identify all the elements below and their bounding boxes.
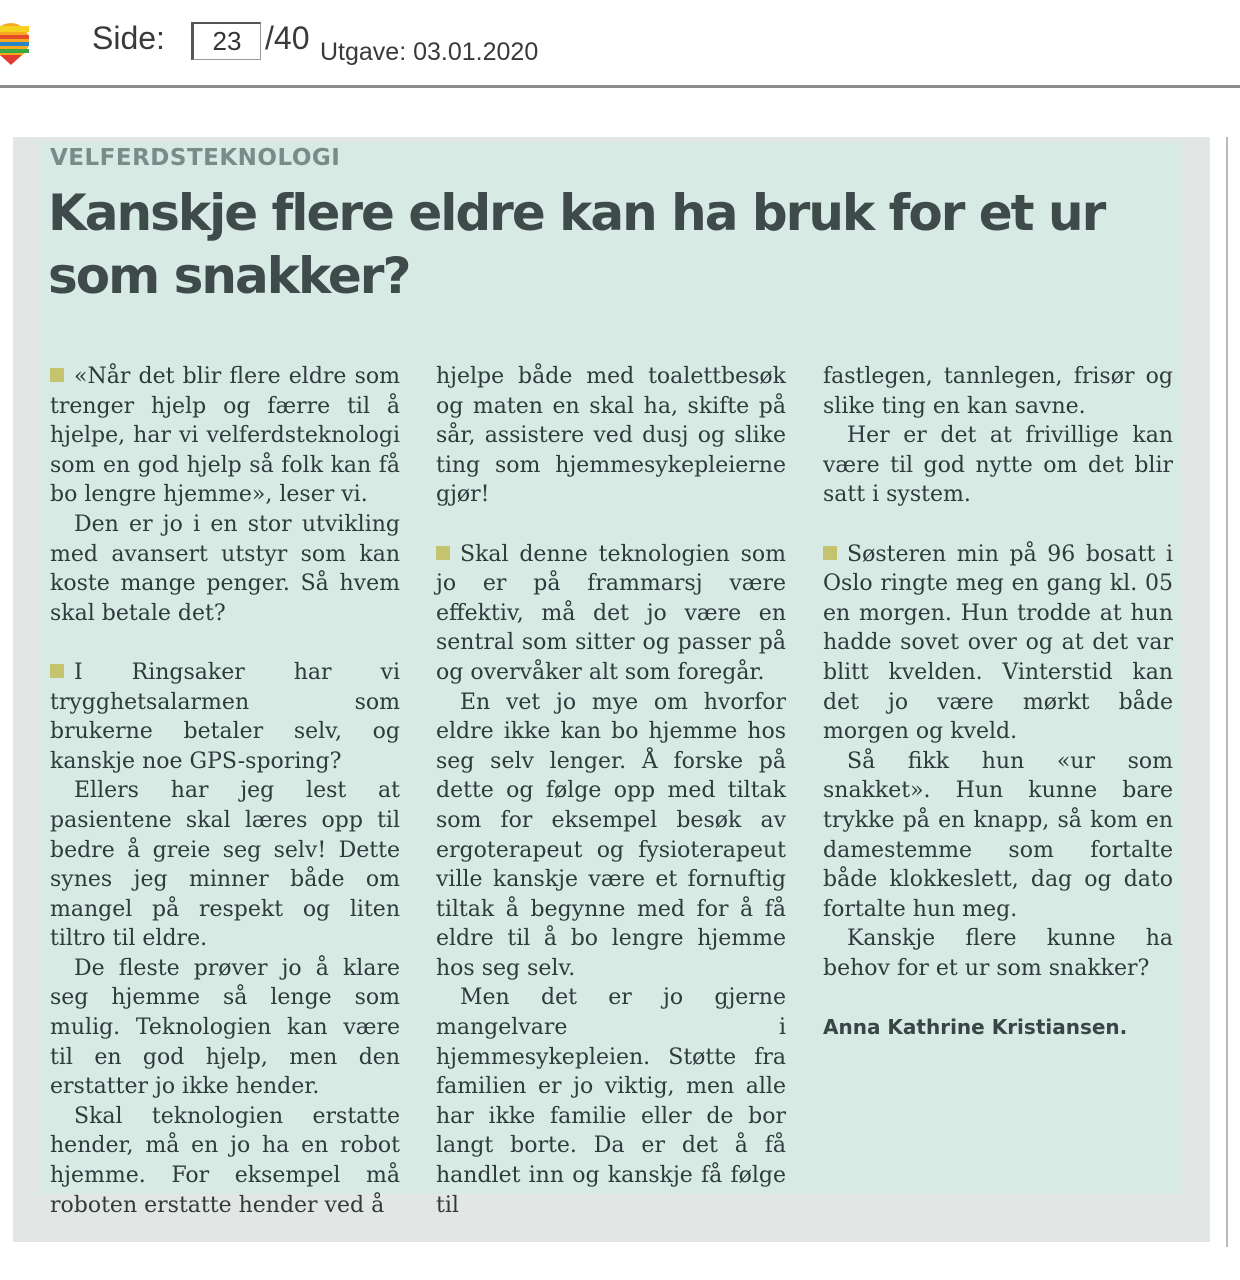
toolbar bbox=[0, 0, 1240, 88]
paragraph: fastlegen, tannlegen, frisør og slike ting en kan savne. bbox=[823, 364, 1173, 419]
article-kicker: VELFERDSTEKNOLOGI bbox=[50, 145, 341, 171]
paragraph: Kanskje flere kunne ha behov for et ur som snakker? bbox=[823, 926, 1173, 981]
bullet-icon bbox=[50, 664, 64, 678]
article-column-1 bbox=[50, 362, 400, 1220]
article-column-2 bbox=[436, 362, 786, 1220]
paragraph: De fleste prøver jo å klare seg hjemme så lenge som mulig. Teknologien kan være til en god hjelp, men den erstatter jo ikke hender. bbox=[50, 955, 400, 1100]
paragraph: Her er det at frivillige kan være til god nytte om det blir satt i system. bbox=[823, 423, 1173, 508]
app-logo-icon[interactable] bbox=[0, 22, 30, 66]
page-label: Side: bbox=[92, 20, 165, 56]
scroll-divider bbox=[1226, 137, 1228, 1247]
paragraph bbox=[436, 540, 786, 688]
paragraph: Skal teknologien erstatte hender, må en jo ha en robot hjemme. For eksempel må roboten erstatte hender ved å bbox=[50, 1103, 400, 1218]
paragraph: Så fikk hun «ur som snakket». Hun kunne bare trykke på en knapp, så kom en damestemme som fortalte både klokkeslett, dag og dato fortalte hun meg. bbox=[823, 748, 1173, 922]
paragraph-text: Søsteren min på 96 bosatt i Oslo ringte meg en gang kl. 05 en morgen. Hun trodde at hun hadde sovet over og at det var blitt kvelden. Vinterstid kan det jo være mørkt både morgen og kveld. bbox=[823, 541, 1173, 745]
paragraph: Men det er jo gjerne mangelvare i hjemmesykepleien. Støtte fra familien er jo viktig, men alle har ikke familie eller de bor langt borte. Da er det å få handlet inn og kanskje få følge til bbox=[436, 985, 786, 1218]
bullet-icon bbox=[50, 368, 64, 382]
paragraph-text: Skal denne teknologien som jo er på frammarsj være effektiv, må det jo være en sentral som sitter og passer på og overvåker alt som foregår. bbox=[436, 541, 786, 685]
page-total: /40 bbox=[265, 20, 310, 56]
article-headline: Kanskje flere eldre kan ha bruk for et ur som snakker? bbox=[48, 184, 1105, 305]
paragraph-text: «Når det blir flere eldre som trenger hjelp og færre til å hjelpe, har vi velferdsteknologi som en god hjelp så folk kan få bo lengre hjemme», leser vi. bbox=[50, 364, 400, 508]
author-signature: Anna Kathrine Kristiansen. bbox=[823, 1015, 1128, 1040]
bullet-icon bbox=[436, 546, 450, 560]
paragraph bbox=[50, 362, 400, 510]
paragraph: hjelpe både med toalettbesøk og maten en skal ha, skifte på sår, assistere ved dusj og slike ting som hjemmesykepleierne gjør! bbox=[436, 364, 786, 508]
bullet-icon bbox=[823, 546, 837, 560]
paragraph bbox=[50, 658, 400, 776]
paragraph bbox=[823, 540, 1173, 747]
paragraph-text: I Ringsaker har vi trygghetsalarmen som brukerne betaler selv, og kanskje noe GPS-sporing? bbox=[50, 659, 400, 774]
paragraph: Ellers har jeg lest at pasientene skal læres opp til bedre å greie seg selv! Dette synes jeg minner både om mangel på respekt og liten tiltro til eldre. bbox=[50, 778, 400, 952]
article-column-3 bbox=[823, 362, 1173, 1043]
paragraph: En vet jo mye om hvorfor eldre ikke kan bo hjemme hos seg selv lenger. Å forske på dette og følge opp med tiltak som for eksempel besøk av ergoterapeut og fysioterapeut ville kanskje være et fornuftig tiltak å begynne med for å få eldre til å bo lengre hjemme hos seg selv. bbox=[436, 689, 786, 981]
paragraph: Den er jo i en stor utvikling med avansert utstyr som kan koste mange penger. Så hvem skal betale det? bbox=[50, 511, 400, 626]
page-number-input[interactable] bbox=[191, 22, 261, 60]
issue-date: Utgave: 03.01.2020 bbox=[320, 38, 539, 66]
